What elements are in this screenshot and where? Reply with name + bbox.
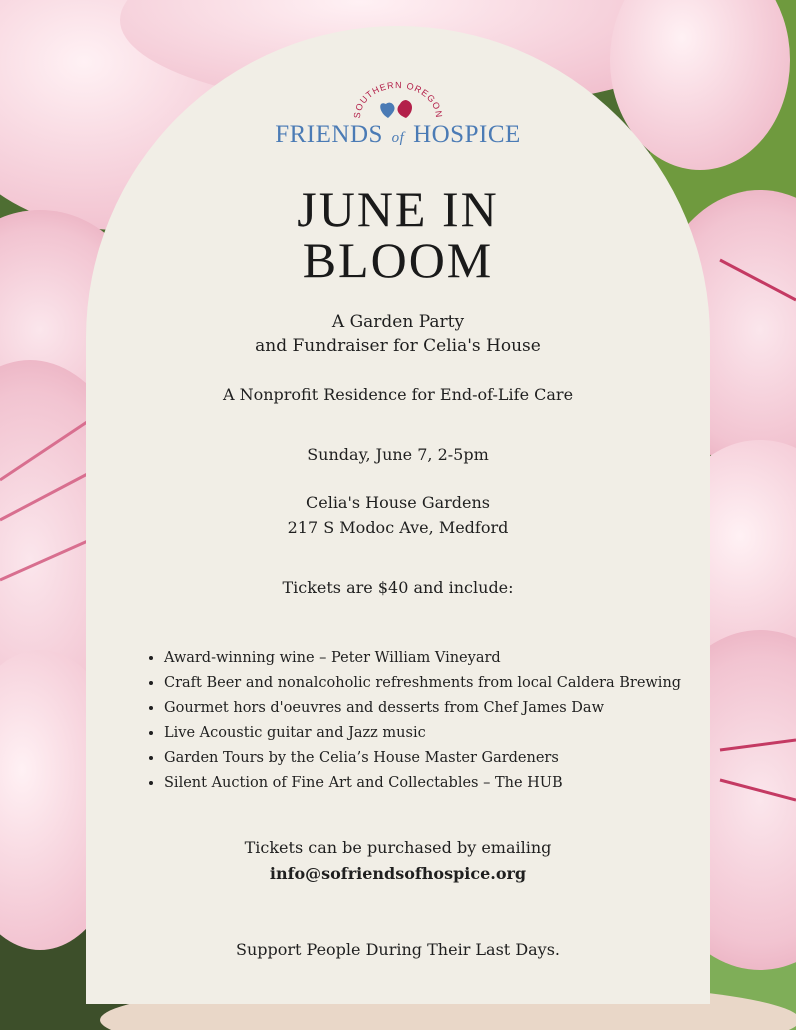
title-line-1: JUNE IN [297, 181, 499, 237]
event-address: 217 S Modoc Ave, Medford [287, 518, 509, 537]
event-date: Sunday, June 7, 2-5pm [307, 445, 489, 464]
list-item: • Live Acoustic guitar and Jazz music [164, 721, 681, 746]
content-arch [86, 26, 710, 1004]
list-item: • Award-winning wine – Peter William Vineyard [164, 646, 681, 671]
tickets-intro: Tickets are $40 and include: [282, 578, 514, 597]
heart-left-icon [380, 103, 394, 118]
contact-email-link[interactable]: info@sofriendsofhospice.org [269, 864, 527, 883]
logo-word-hospice: HOSPICE [413, 121, 521, 148]
list-item: • Craft Beer and nonalcoholic refreshments from local Caldera Brewing [164, 671, 681, 696]
list-item: • Garden Tours by the Celia’s House Master Gardeners [164, 746, 681, 771]
logo-wordmark [86, 121, 710, 149]
svg-text:SOUTHERN OREGON [352, 80, 444, 119]
heart-right-icon [398, 100, 412, 118]
logo-word-of: of [391, 130, 405, 146]
purchase-text: Tickets can be purchased by emailing [244, 838, 552, 857]
list-item: • Silent Auction of Fine Art and Collectables – The HUB [164, 771, 681, 796]
title-line-2: BLOOM [302, 232, 494, 288]
hospice-logo-emblem [348, 78, 448, 126]
event-title [86, 181, 710, 288]
event-venue: Celia's House Gardens [305, 493, 491, 512]
subtitle-line-1: A Garden Party [331, 312, 465, 332]
list-item: • Gourmet hors d'oeuvres and desserts from Chef James Daw [164, 696, 681, 721]
tagline: A Nonprofit Residence for End-of-Life Care [222, 385, 574, 404]
logo-arc-text: SOUTHERN OREGON [351, 79, 445, 119]
logo-word-friends: FRIENDS [275, 121, 383, 148]
inclusions-list [144, 646, 681, 796]
event-subtitle [86, 310, 710, 358]
subtitle-line-2: and Fundraiser for Celia's House [255, 336, 541, 356]
closing-line: Support People During Their Last Days. [235, 940, 561, 959]
